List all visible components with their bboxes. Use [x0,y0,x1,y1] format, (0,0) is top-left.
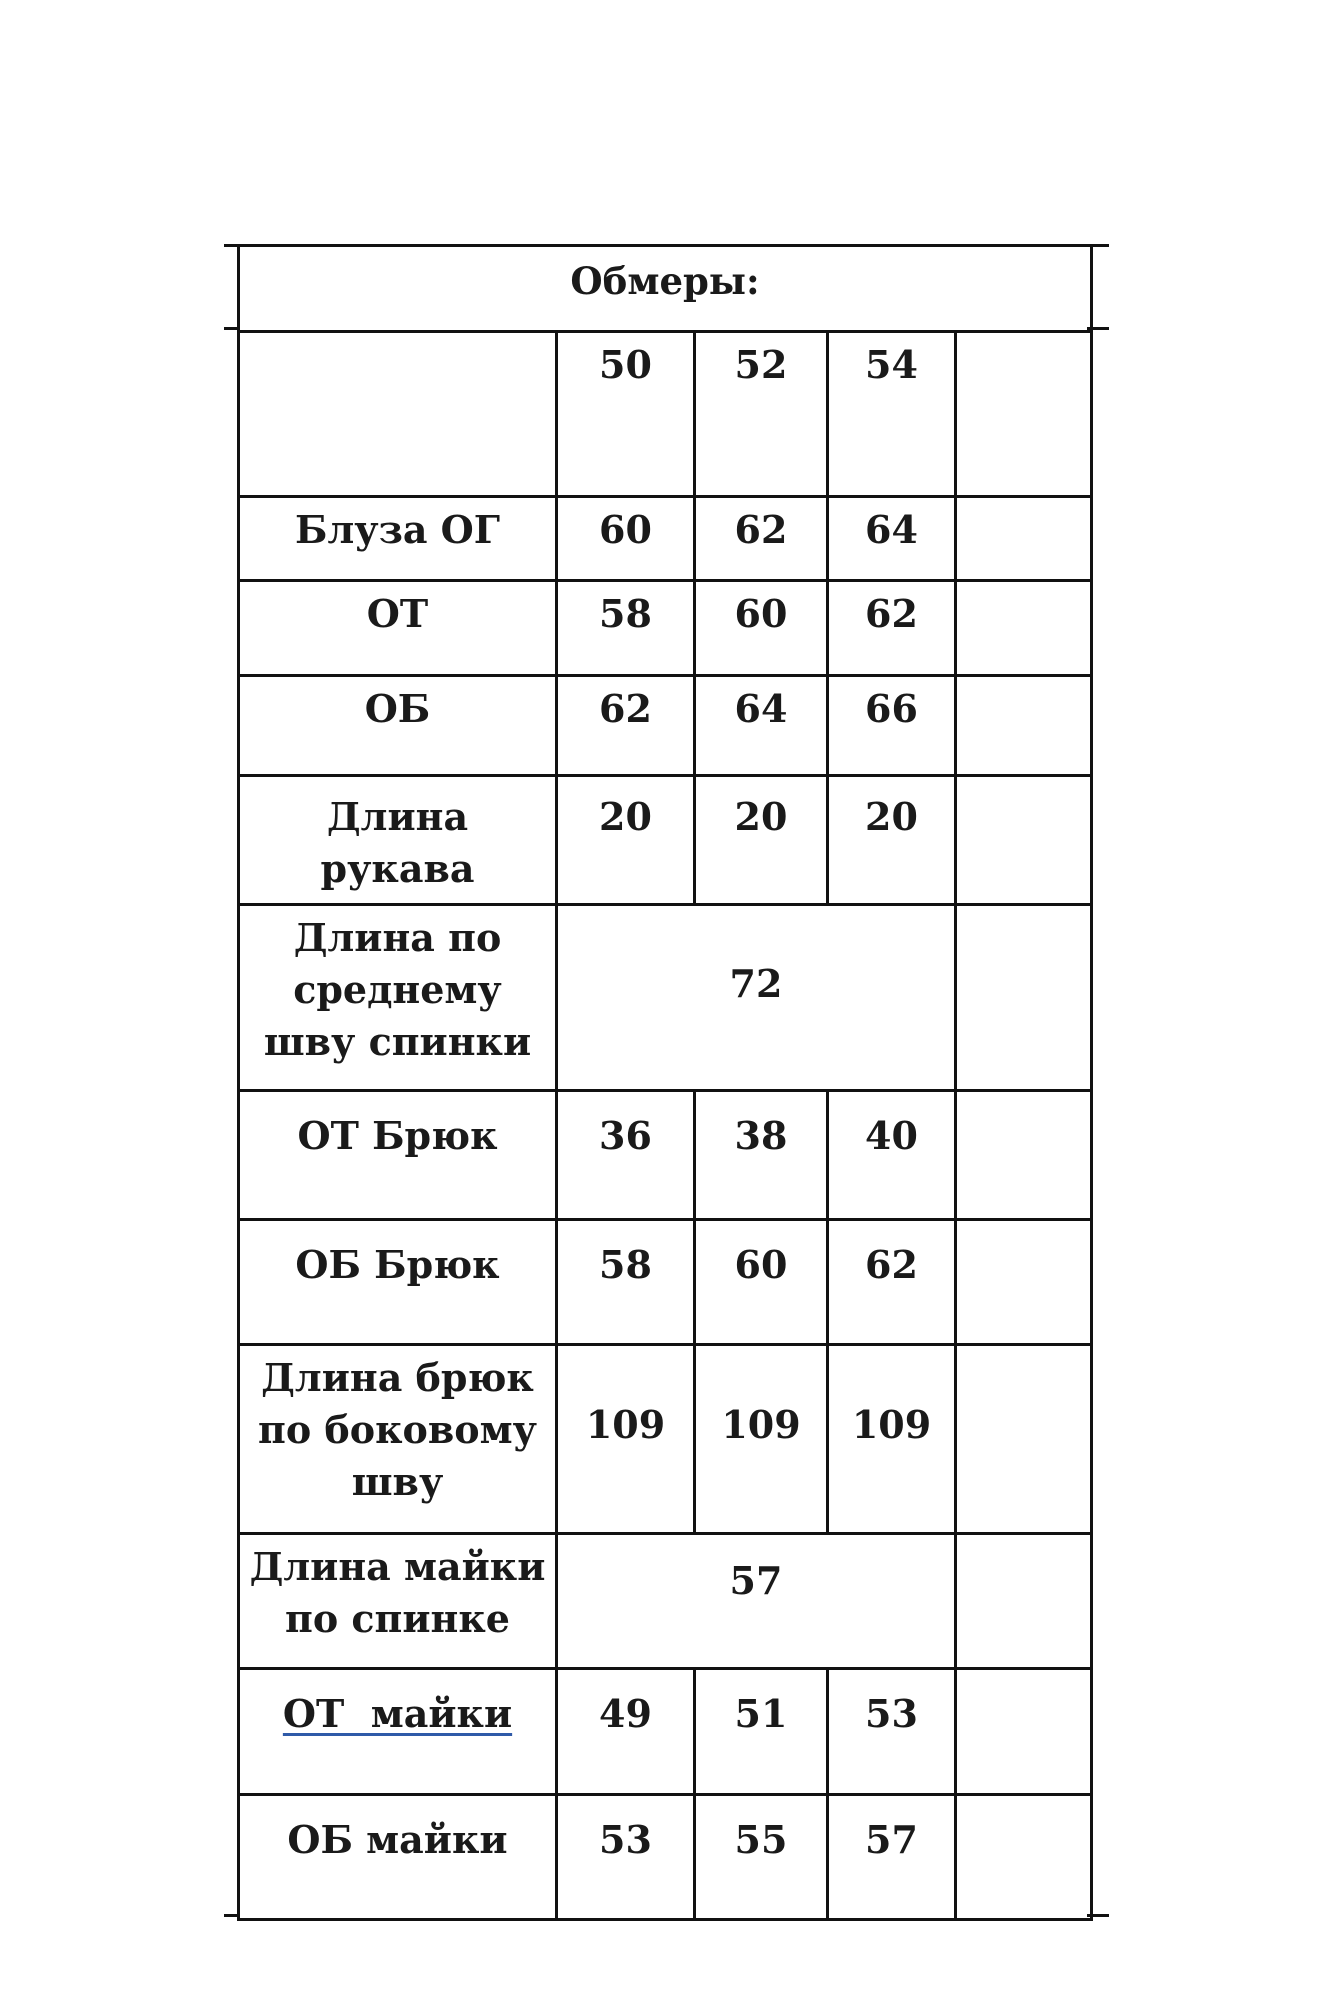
cell-value: 55 [695,1795,828,1920]
row-label: Длина по среднему шву спинки [239,905,557,1091]
cell-value: 60 [695,1220,828,1345]
cell-value: 49 [557,1669,695,1795]
border-overhang-top-right [1087,244,1109,247]
row-label: ОТ [239,581,557,676]
table-row [239,1669,1092,1795]
cell-value: 58 [557,581,695,676]
cell-value: 20 [557,776,695,905]
empty-cell [956,1534,1092,1669]
measurements-table [237,244,1093,1921]
table-title: Обмеры: [239,246,1092,332]
empty-header-cell [239,332,557,497]
border-overhang-top-left [224,244,240,247]
cell-value: 58 [557,1220,695,1345]
table-row [239,497,1092,581]
empty-cell [956,332,1092,497]
cell-value: 64 [828,497,956,581]
table-row [239,776,1092,905]
table-row [239,1220,1092,1345]
border-overhang-bottom-right [1087,1914,1109,1917]
cell-value: 109 [828,1345,956,1534]
row-label: Длина майки по спинке [239,1534,557,1669]
row-label: ОБ Брюк [239,1220,557,1345]
merged-value: 57 [557,1534,956,1669]
cell-value: 57 [828,1795,956,1920]
table-row [239,1091,1092,1220]
row-label: Длина брюк по боковому шву [239,1345,557,1534]
size-header: 50 [557,332,695,497]
row-label: ОБ майки [239,1795,557,1920]
title-row [239,246,1092,332]
row-label-text: ОТ майки [282,1691,513,1736]
cell-value: 62 [557,676,695,776]
table-row [239,1345,1092,1534]
empty-cell [956,905,1092,1091]
size-header-row [239,332,1092,497]
border-overhang-header-left [224,327,240,330]
cell-value: 60 [557,497,695,581]
table-row [239,581,1092,676]
border-overhang-bottom-left [224,1914,240,1917]
table-row [239,1795,1092,1920]
size-header: 54 [828,332,956,497]
row-label: ОБ [239,676,557,776]
empty-cell [956,581,1092,676]
cell-value: 62 [828,1220,956,1345]
row-label [239,1669,557,1795]
cell-value: 36 [557,1091,695,1220]
cell-value: 20 [695,776,828,905]
empty-cell [956,776,1092,905]
empty-cell [956,1091,1092,1220]
cell-value: 109 [695,1345,828,1534]
row-label: Длина рукава [239,776,557,905]
size-header: 52 [695,332,828,497]
table-row [239,1534,1092,1669]
cell-value: 62 [828,581,956,676]
empty-cell [956,1795,1092,1920]
cell-value: 53 [557,1795,695,1920]
cell-value: 64 [695,676,828,776]
cell-value: 60 [695,581,828,676]
empty-cell [956,1669,1092,1795]
cell-value: 38 [695,1091,828,1220]
cell-value: 62 [695,497,828,581]
merged-value: 72 [557,905,956,1091]
cell-value: 20 [828,776,956,905]
table-row [239,905,1092,1091]
cell-value: 109 [557,1345,695,1534]
empty-cell [956,1345,1092,1534]
empty-cell [956,497,1092,581]
cell-value: 51 [695,1669,828,1795]
cell-value: 66 [828,676,956,776]
empty-cell [956,1220,1092,1345]
row-label: ОТ Брюк [239,1091,557,1220]
cell-value: 40 [828,1091,956,1220]
empty-cell [956,676,1092,776]
border-overhang-header-right [1087,327,1109,330]
cell-value: 53 [828,1669,956,1795]
table-row [239,676,1092,776]
row-label: Блуза ОГ [239,497,557,581]
